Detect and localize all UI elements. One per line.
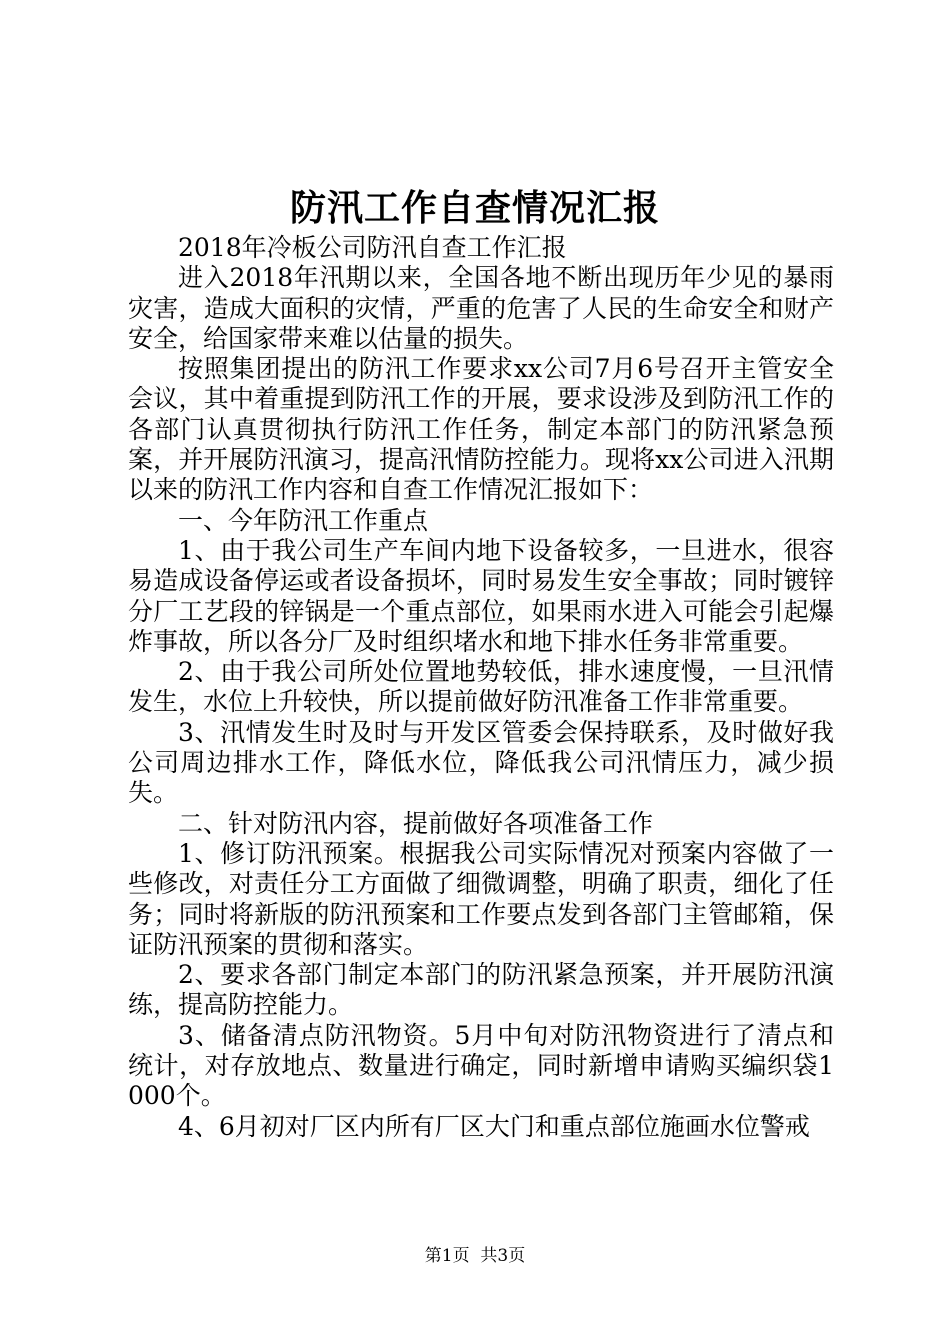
paragraph-intro: 进入2018年汛期以来，全国各地不断出现历年少见的暴雨灾害，造成大面积的灾情，严重的危害了人民的生命安全和财产安全，给国家带来难以估量的损失。	[128, 263, 834, 353]
paragraph-focus-1: 1、由于我公司生产车间内地下设备较多，一旦进水，很容易造成设备停运或者设备损坏，同时易发生安全事故；同时镀锌分厂工艺段的锌锅是一个重点部位，如果雨水进入可能会引起爆炸事故，所以各分厂及时组织堵水和地下排水任务非常重要。	[128, 535, 834, 656]
paragraph-preparation-3: 3、储备清点防汛物资。5月中旬对防汛物资进行了清点和统计，对存放地点、数量进行确定，同时新增申请购买编织袋1000个。	[128, 1020, 834, 1111]
paragraph-preparation-2: 2、要求各部门制定本部门的防汛紧急预案，并开展防汛演练，提高防控能力。	[128, 960, 834, 1020]
footer-spacer	[470, 1246, 481, 1266]
document-body	[128, 233, 834, 1142]
paragraph-subtitle: 2018年冷板公司防汛自查工作汇报	[178, 233, 567, 262]
page-footer	[0, 1244, 950, 1268]
document-title: 防汛工作自查情况汇报	[289, 187, 660, 229]
section-heading-focus: 一、今年防汛工作重点	[178, 505, 429, 535]
page-total: 共3页	[480, 1246, 526, 1266]
paragraph-preparation-4: 4、6月初对厂区内所有厂区大门和重点部位施画水位警戒	[178, 1111, 810, 1141]
paragraph-focus-2: 2、由于我公司所处位置地势较低，排水速度慢，一旦汛情发生，水位上升较快，所以提前做好防汛准备工作非常重要。	[128, 657, 834, 717]
paragraph-preparation-1: 1、修订防汛预案。根据我公司实际情况对预案内容做了一些修改，对责任分工方面做了细微调整，明确了职责，细化了任务；同时将新版的防汛预案和工作要点发到各部门主管邮箱，保证防汛预案的贯彻和落实。	[128, 838, 834, 959]
section-heading-preparation: 二、针对防汛内容，提前做好各项准备工作	[178, 808, 654, 838]
paragraph-focus-3: 3、汛情发生时及时与开发区管委会保持联系，及时做好我公司周边排水工作，降低水位，降低我公司汛情压力，减少损失。	[128, 717, 834, 808]
page-number: 第1页	[424, 1246, 470, 1266]
paragraph-requirements: 按照集团提出的防汛工作要求xx公司7月6号召开主管安全会议，其中着重提到防汛工作的开展，要求设涉及到防汛工作的各部门认真贯彻执行防汛工作任务，制定本部门的防汛紧急预案，并开展防汛演习，提高汛情防控能力。现将xx公司进入汛期以来的防汛工作内容和自查工作情况汇报如下：	[128, 354, 834, 505]
